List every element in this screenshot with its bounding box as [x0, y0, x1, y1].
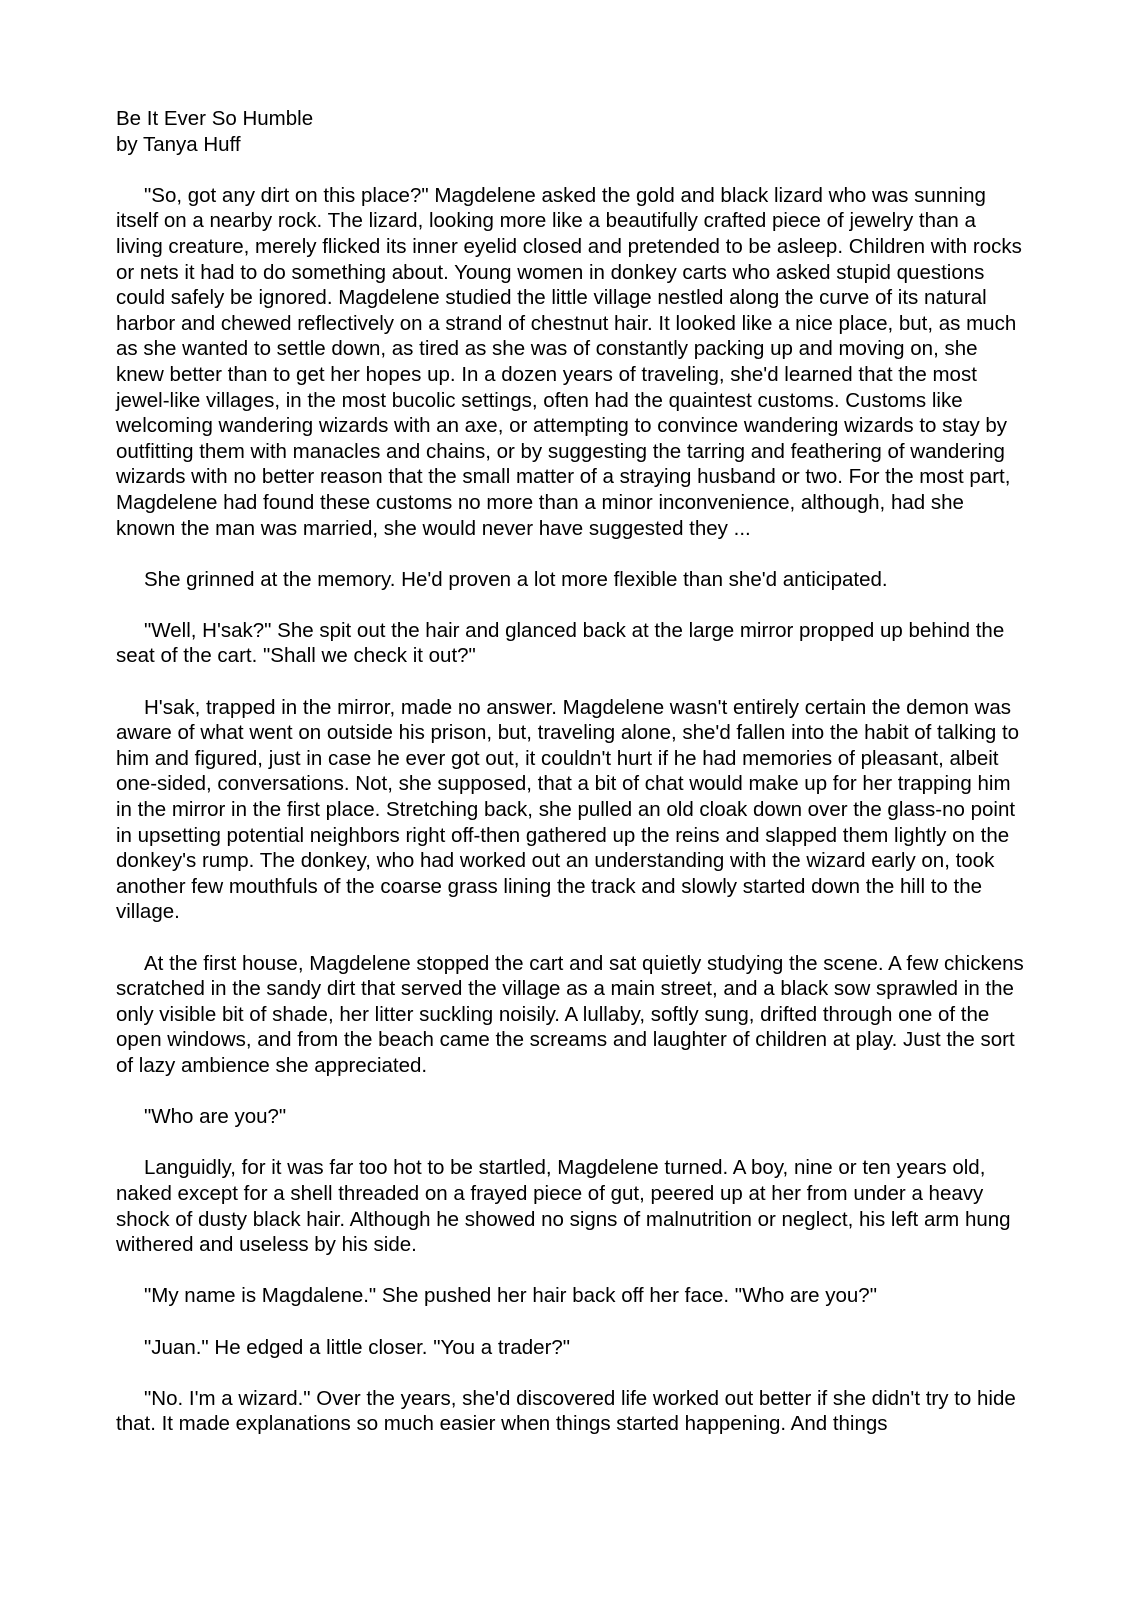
paragraph-2: She grinned at the memory. He'd proven a lot more flexible than she'd anticipated. [144, 567, 888, 591]
spacer [116, 592, 1026, 618]
spacer [116, 1258, 1026, 1284]
paragraph-5: At the first house, Magdelene stopped the cart and sat quietly studying the scene. A few chickens scratched in the sandy dirt that served the village as a main street, and a black sow sprawled in the only visible bit of shade, her litter suckling noisily. A lullaby, softly sung, drifted through one of the open windows, and from the beach came the screams and laughter of children at play. Just the sort of lazy ambience she appreciated. [116, 951, 1024, 1077]
paragraph-9: "Juan." He edged a little closer. "You a trader?" [144, 1335, 571, 1359]
spacer [116, 1309, 1026, 1335]
spacer [116, 669, 1026, 695]
paragraph-6: "Who are you?" [144, 1105, 287, 1129]
paragraph-1: "So, got any dirt on this place?" Magdelene asked the gold and black lizard who was sunning itself on a nearby rock. The lizard, looking more like a beautifully crafted piece of jewelry than a living creature, merely flicked its inner eyelid closed and pretended to be asleep. Children with rocks or nets it had to do something about. Young women in donkey carts who asked stupid questions could safely be ignored. Magdelene studied the little village nestled along the curve of its natural harbor and chewed reflectively on a strand of chestnut hair. It looked like a nice place, but, as much as she wanted to settle down, as tired as she was of constantly packing up and moving on, she knew better than to get her hopes up. In a dozen years of traveling, she'd learned that the most jewel-like villages, in the most bucolic settings, often had the quaintest customs. Customs like welcoming wandering wizards with an axe, or attempting to convince wandering wizards to stay by outfitting them with manacles and chains, or by suggesting the tarring and feathering of wandering wizards with no better reason that the small matter of a straying husband or two. For the most part, Magdelene had found these customs no more than a minor inconvenience, although, had she known the man was married, she would never have suggested they ... [116, 183, 1022, 540]
spacer [116, 1360, 1026, 1386]
document-page [116, 106, 1026, 1437]
spacer [116, 1130, 1026, 1156]
spacer [116, 157, 1026, 183]
paragraph-8: "My name is Magdalene." She pushed her hair back off her face. "Who are you?" [144, 1284, 877, 1308]
story-byline: by Tanya Huff [116, 132, 241, 156]
story-title: Be It Ever So Humble [116, 107, 314, 130]
paragraph-3: "Well, H'sak?" She spit out the hair and glanced back at the large mirror propped up behind the seat of the cart. "Shall we check it out?" [116, 618, 1005, 668]
spacer [116, 925, 1026, 951]
paragraph-4: H'sak, trapped in the mirror, made no answer. Magdelene wasn't entirely certain the demon was aware of what went on outside his prison, but, traveling alone, she'd fallen into the habit of talking to him and figured, just in case he ever got out, it couldn't hurt if he had memories of pleasant, albeit one-sided, conversations. Not, she supposed, that a bit of chat would make up for her trapping him in the mirror in the first place. Stretching back, she pulled an old cloak down over the glass-no point in upsetting potential neighbors right off-then gathered up the reins and slapped them lightly on the donkey's rump. The donkey, who had worked out an understanding with the wizard early on, took another few mouthfuls of the coarse grass lining the track and slowly started down the hill to the village. [116, 695, 1020, 924]
spacer [116, 1079, 1026, 1105]
paragraph-7: Languidly, for it was far too hot to be startled, Magdelene turned. A boy, nine or ten years old, naked except for a shell threaded on a frayed piece of gut, peered up at her from under a heavy shock of dusty black hair. Although he showed no signs of malnutrition or neglect, his left arm hung withered and useless by his side. [116, 1156, 1011, 1257]
paragraph-10: "No. I'm a wizard." Over the years, she'd discovered life worked out better if she didn't try to hide that. It made explanations so much easier when things started happening. And things [116, 1386, 1016, 1436]
spacer [116, 541, 1026, 567]
